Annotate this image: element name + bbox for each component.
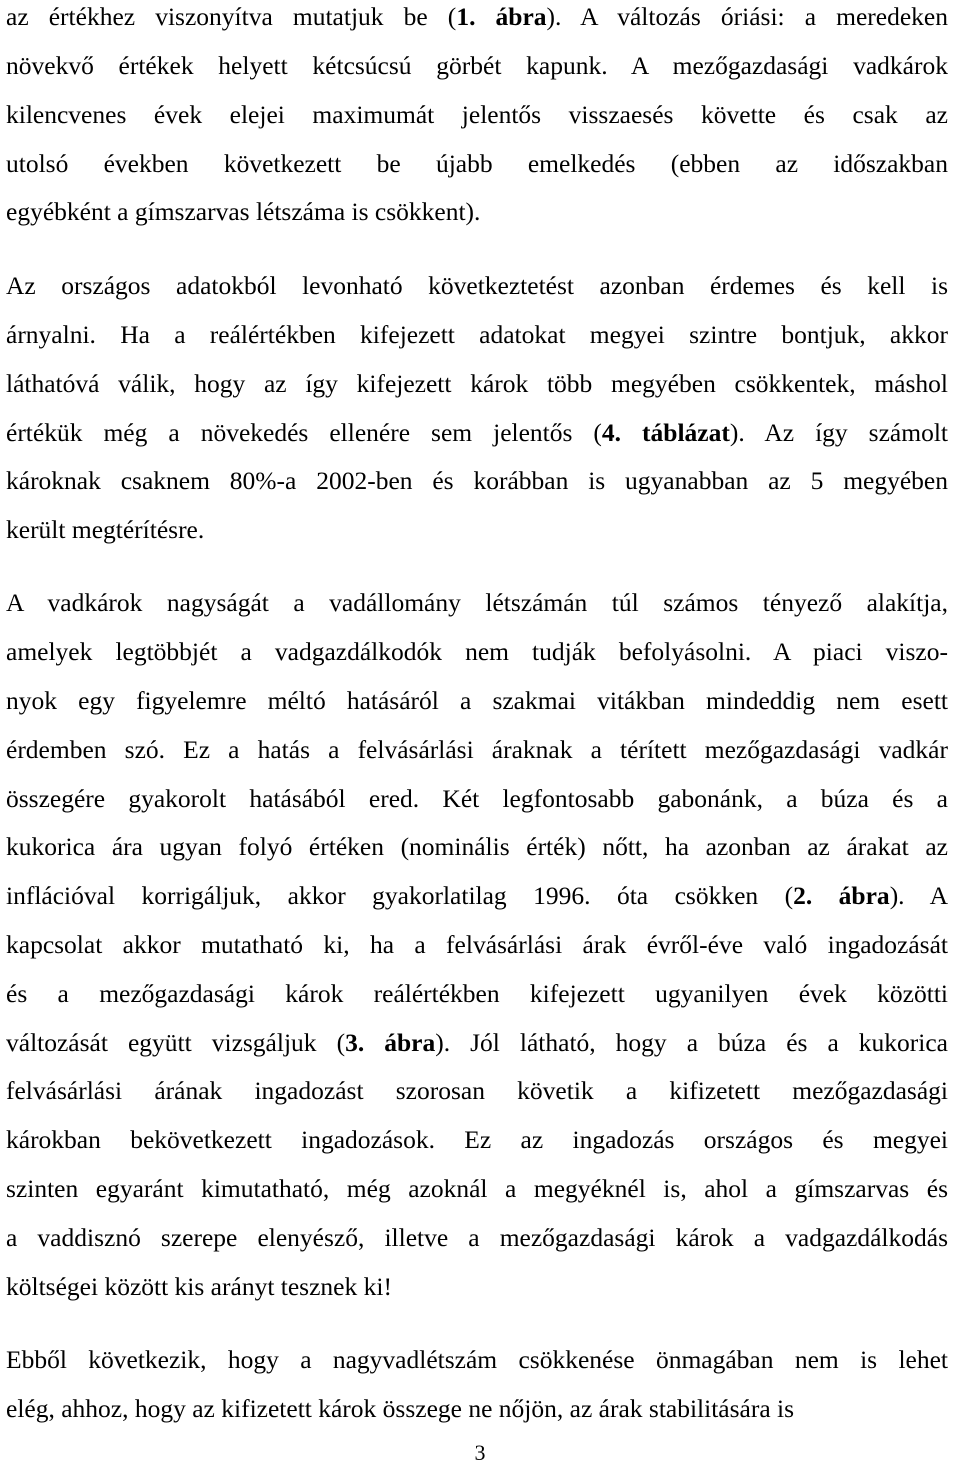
text-run: költségei között kis arányt tesznek ki! xyxy=(6,1272,392,1301)
text-run: érdemben szó. Ez a hatás a felvásárlási áraknak a térített mezőgazdasági vadkár xyxy=(6,735,948,764)
text-line xyxy=(6,418,948,448)
text-run: A vadkárok nagyságát a vadállomány létszámán túl számos tényező alakítja, xyxy=(6,588,948,617)
text-line xyxy=(6,197,480,227)
text-line xyxy=(6,271,948,301)
text-line xyxy=(6,1223,948,1253)
text-run: inflációval korrigáljuk, akkor gyakorlatilag 1996. óta csökken ( xyxy=(6,881,794,910)
text-line xyxy=(6,881,948,911)
text-run: ). A változás óriási: a meredeken xyxy=(546,2,948,31)
text-run: amelyek legtöbbjét a vadgazdálkodók nem tudják befolyásolni. A piaci viszo- xyxy=(6,637,948,666)
text-run: károkban bekövetkezett ingadozások. Ez az ingadozás országos és megyei xyxy=(6,1125,948,1154)
text-line xyxy=(6,637,948,667)
text-line xyxy=(6,149,948,179)
text-line xyxy=(6,100,948,130)
page-number: 3 xyxy=(474,1440,486,1465)
text-line xyxy=(6,686,948,716)
text-run: és a mezőgazdasági károk reálértékben kifejezett ugyanilyen évek közötti xyxy=(6,979,948,1008)
text-run: ). A xyxy=(889,881,949,910)
text-line xyxy=(6,515,204,545)
text-run: növekvő értékek helyett kétcsúcsú görbét kapunk. A mezőgazdasági vadkárok xyxy=(6,51,948,80)
figure-reference: 4. táblázat xyxy=(601,418,730,447)
text-line xyxy=(6,832,948,862)
text-run: az értékhez viszonyítva mutatjuk be ( xyxy=(6,2,457,31)
text-run: változását együtt vizsgáljuk ( xyxy=(6,1028,346,1057)
text-line xyxy=(6,2,948,32)
text-line xyxy=(6,1125,948,1155)
text-run: kilencvenes évek elejei maximumát jelentős visszaesés követte és csak az xyxy=(6,100,948,129)
text-line xyxy=(6,930,948,960)
text-line xyxy=(6,1174,948,1204)
text-line xyxy=(6,1272,392,1302)
text-run: utolsó években következett be újabb emelkedés (ebben az időszakban xyxy=(6,149,948,178)
text-line xyxy=(6,735,948,765)
text-run: a vaddisznó szerepe elenyésző, illetve a mezőgazdasági károk a vadgazdálkodás xyxy=(6,1223,948,1252)
text-run: ). Az így számolt xyxy=(729,418,948,447)
text-run: összegére gyakorolt hatásából ered. Két legfontosabb gabonánk, a búza és a xyxy=(6,784,948,813)
text-line xyxy=(6,784,948,814)
text-line xyxy=(6,979,948,1009)
text-run: egyébként a gímszarvas létszáma is csökkent). xyxy=(6,197,481,226)
figure-reference: 1. ábra xyxy=(456,2,547,31)
text-run: ). Jól látható, hogy a búza és a kukorica xyxy=(435,1028,949,1057)
text-run: szinten egyaránt kimutatható, még azoknál a megyéknél is, ahol a gímszarvas és xyxy=(6,1174,948,1203)
text-line xyxy=(6,1028,948,1058)
text-line xyxy=(6,588,948,618)
text-run: értékük még a növekedés ellenére sem jelentős ( xyxy=(6,418,602,447)
text-line xyxy=(6,51,948,81)
figure-reference: 3. ábra xyxy=(345,1028,436,1057)
text-run: láthatóvá válik, hogy az így kifejezett károk több megyében csökkentek, máshol xyxy=(6,369,948,398)
figure-reference: 2. ábra xyxy=(793,881,890,910)
text-run: károknak csaknem 80%-a 2002-ben és korábban is ugyanabban az 5 megyében xyxy=(6,466,948,495)
text-run: Ebből következik, hogy a nagyvadlétszám csökkenése önmagában nem is lehet xyxy=(6,1345,948,1374)
text-run: elég, ahhoz, hogy az kifizetett károk összege ne nőjön, az árak stabilitására is xyxy=(6,1394,795,1423)
text-line xyxy=(6,1345,948,1375)
text-line xyxy=(6,320,948,350)
text-run: kukorica ára ugyan folyó értéken (nominális érték) nőtt, ha azonban az árakat az xyxy=(6,832,948,861)
text-run: nyok egy figyelemre méltó hatásáról a szakmai vitákban mindeddig nem esett xyxy=(6,686,948,715)
text-run: felvásárlási árának ingadozást szorosan követik a kifizetett mezőgazdasági xyxy=(6,1076,948,1105)
text-line xyxy=(6,369,948,399)
text-run: Az országos adatokból levonható következtetést azonban érdemes és kell is xyxy=(6,271,948,300)
text-run: árnyalni. Ha a reálértékben kifejezett adatokat megyei szintre bontjuk, akkor xyxy=(6,320,948,349)
text-run: kapcsolat akkor mutatható ki, ha a felvásárlási árak évről-éve való ingadozását xyxy=(6,930,948,959)
text-line xyxy=(6,1394,794,1424)
text-run: került megtérítésre. xyxy=(6,515,205,544)
text-line xyxy=(6,466,948,496)
text-line xyxy=(6,1076,948,1106)
